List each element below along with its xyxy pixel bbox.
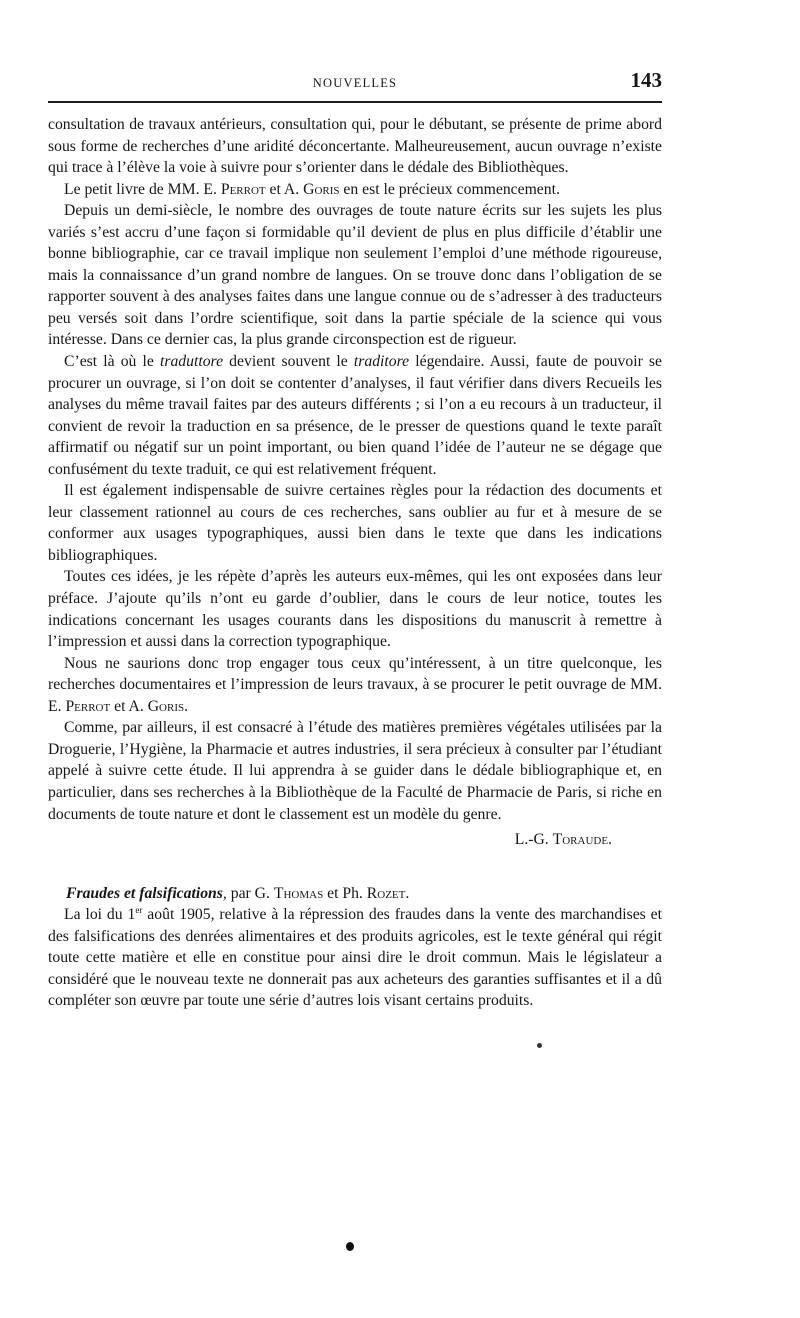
header-rule xyxy=(48,101,662,103)
author-name: Thomas xyxy=(273,884,324,902)
paragraph: Depuis un demi-siècle, le nombre des ouvrages de toute nature écrits sur les sujets les plus variés s’est accru d’une façon si formidable qu’il devient de plus en plus difficile d’établir une bonne bibliographie, car ce travail implique non seulement l’emploi d’une méthode rigoureuse, mais la connaissance d’un grand nombre de langues. On se trouve donc dans l’obligation de se rapporter souvent à des analyses faites dans une langue connue ou de s’adresser à des traducteurs peu versés soit dans l’ordre scientifique, soit dans la partie spéciale de la science qui vous intéresse. Dans ce dernier cas, la plus grande circonspection est de rigueur. xyxy=(48,202,662,349)
paragraph: Toutes ces idées, je les répète d’après les auteurs eux-mêmes, qui les ont exposées dans leur préface. J’ajoute qu’ils n’ont eu garde d’oublier, dans le cours de leur notice, toutes les indications concernant les usages courants dans les dispositions du manuscrit à remettre à l’impression et aussi dans la correction typographique. xyxy=(48,568,662,651)
review-heading: Fraudes et falsifications, par G. Thomas et Ph. Rozet. xyxy=(66,884,410,902)
ink-speck xyxy=(346,1242,354,1251)
author-name: Perrot xyxy=(65,697,111,715)
paragraph: consultation de travaux antérieurs, consultation qui, pour le débutant, se présente de prime abord sous forme de recherches d’une aridité déconcertante. Malheureusement, aucun ouvrage n’existe qui trace à l’élève la voie à suivre pour s’orienter dans le dédale des Bibliothèques. xyxy=(48,116,662,177)
paragraph: Il est également indispensable de suivre certaines règles pour la rédaction des documents et leur classement rationnel au cours de ces recherches, sans oublier au fur et à mesure de se conformer aux usages typographiques, aussi bien dans le texte que dans les indications bibliographiques. xyxy=(48,482,662,564)
paragraph: Nous ne saurions donc trop engager tous ceux qu’intéressent, à un titre quelconque, les recherches documentaires et l’impression de leurs travaux, à se procurer le petit ouvrage de MM. E. Perrot et A. Goris. xyxy=(48,654,662,715)
review-title: Fraudes et falsifications xyxy=(66,884,223,902)
ink-speck xyxy=(537,1043,542,1048)
author-name: Goris xyxy=(147,697,185,715)
author-name: Perrot xyxy=(220,180,266,198)
page-body xyxy=(48,114,662,1012)
page-number: 143 xyxy=(630,68,662,92)
paragraph: La loi du 1er août 1905, relative à la répression des fraudes dans la vente des marchandises et des falsifications des denrées alimentaires et des produits agricoles, est le texte général qui régit toute cette matière et elle en constitue pour ainsi dire le droit commun. Mais le législateur a considéré que le nouveau texte ne donnerait pas aux acheteurs des garanties suffisantes et il a dû compléter son œuvre par toute une série d’autres lois visant certains produits. xyxy=(48,904,662,1010)
section-gap xyxy=(48,851,662,883)
paragraph: Le petit livre de MM. E. Perrot et A. Goris en est le précieux commencement. xyxy=(64,180,560,198)
running-title: NOUVELLES xyxy=(312,76,398,90)
author-name: Goris xyxy=(303,180,340,198)
signature: L.-G. Toraude. xyxy=(514,831,612,849)
page-header xyxy=(48,62,662,102)
author-name: Rozet xyxy=(366,884,406,902)
paragraph: C’est là où le traduttore devient souvent le traditore légendaire. Aussi, faute de pouvoir se procurer un ouvrage, si l’on doit se contenter d’analyses, il faut vérifier dans divers Recueils les analyses du même travail faites par des auteurs différents ; si l’on a eu recours à un traducteur, il convient de revoir la traduction en sa présence, de le presser de questions quand le texte paraît affirmatif ou négatif sur un point important, ou bien quand l’idée de l’auteur ne se dégage que confusément du texte traduit, ce qui est relativement fréquent. xyxy=(48,353,663,478)
paragraph: Comme, par ailleurs, il est consacré à l’étude des matières premières végétales utilisées par la Droguerie, l’Hygiène, la Pharmacie et autres industries, il sera précieux à consulter par l’étudiant appelé à suivre cette étude. Il lui apprendra à se guider dans le dédale bibliographique et, en particulier, dans ses recherches à la Bibliothèque de la Faculté de Pharmacie de Paris, si riche en documents de toute nature et dont le classement est un modèle du genre. xyxy=(48,719,662,823)
